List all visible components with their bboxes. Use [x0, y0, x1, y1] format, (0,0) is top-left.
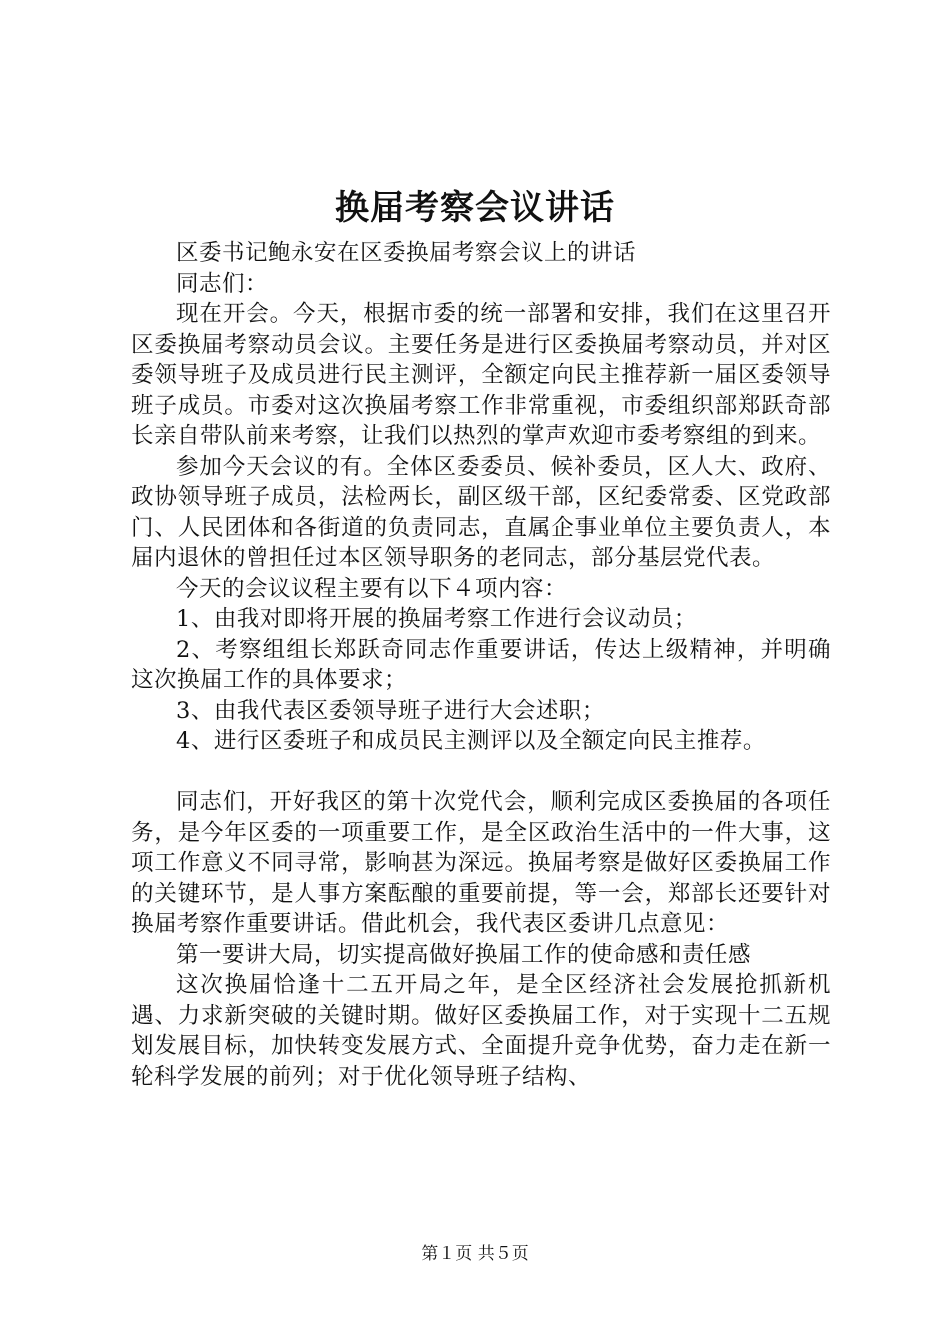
paragraph-subtitle: 区委书记鲍永安在区委换届考察会议上的讲话	[176, 240, 637, 266]
document-title: 换届考察会议讲话	[335, 188, 615, 228]
paragraph-attendees: 参加今天会议的有。全体区委委员、候补委员，区人大、政府、政协领导班子成员，法检两长，副区级干部，区纪委常委、区党政部门、人民团体和各街道的负责同志，直属企事业单位主要负责人，本届内退休的曾担任过本区领导职务的老同志，部分基层党代表。	[131, 453, 831, 571]
paragraph-significance: 同志们，开好我区的第十次党代会，顺利完成区委换届的各项任务，是今年区委的一项重要工作，是全区政治生活中的一件大事，这项工作意义不同寻常，影响甚为深远。换届考察是做好区委换届工作的关键环节，是人事方案酝酿的重要前提，等一会，郑部长还要针对换届考察作重要讲话。借此机会，我代表区委讲几点意见：	[131, 789, 831, 937]
paragraph-agenda-intro: 今天的会议议程主要有以下４项内容：	[176, 575, 568, 602]
agenda-item-4: 4、进行区委班子和成员民主测评以及全额定向民主推荐。	[176, 728, 766, 754]
page-number-footer: 第１页 共５页	[421, 1244, 529, 1264]
section-heading-1: 第一要讲大局，切实提高做好换届工作的使命感和责任感	[176, 941, 752, 968]
paragraph-opening: 现在开会。今天，根据市委的统一部署和安排，我们在这里召开区委换届考察动员会议。主要任务是进行区委换届考察动员，并对区委领导班子及成员进行民主测评，全额定向民主推荐新一届区委领导班子成员。市委对这次换届考察工作非常重视，市委组织部郑跃奇部长亲自带队前来考察，让我们以热烈的掌声欢迎市委考察组的到来。	[131, 301, 831, 449]
agenda-item-3: 3、由我代表区委领导班子进行大会述职；	[176, 697, 605, 724]
blank-line	[131, 757, 831, 788]
paragraph-section-1: 这次换届恰逢十二五开局之年，是全区经济社会发展抢抓新机遇、力求新突破的关键时期。做好区委换届工作，对于实现十二五规划发展目标，加快转变发展方式、全面提升竞争优势，奋力走在新一轮科学发展的前列；对于优化领导班子结构、	[131, 972, 831, 1090]
agenda-item-2: 2、考察组组长郑跃奇同志作重要讲话，传达上级精神，并明确这次换届工作的具体要求；	[131, 636, 831, 693]
agenda-item-1: 1、由我对即将开展的换届考察工作进行会议动员；	[176, 606, 697, 632]
document-body	[131, 238, 831, 1092]
paragraph-salutation: 同志们：	[176, 270, 269, 297]
